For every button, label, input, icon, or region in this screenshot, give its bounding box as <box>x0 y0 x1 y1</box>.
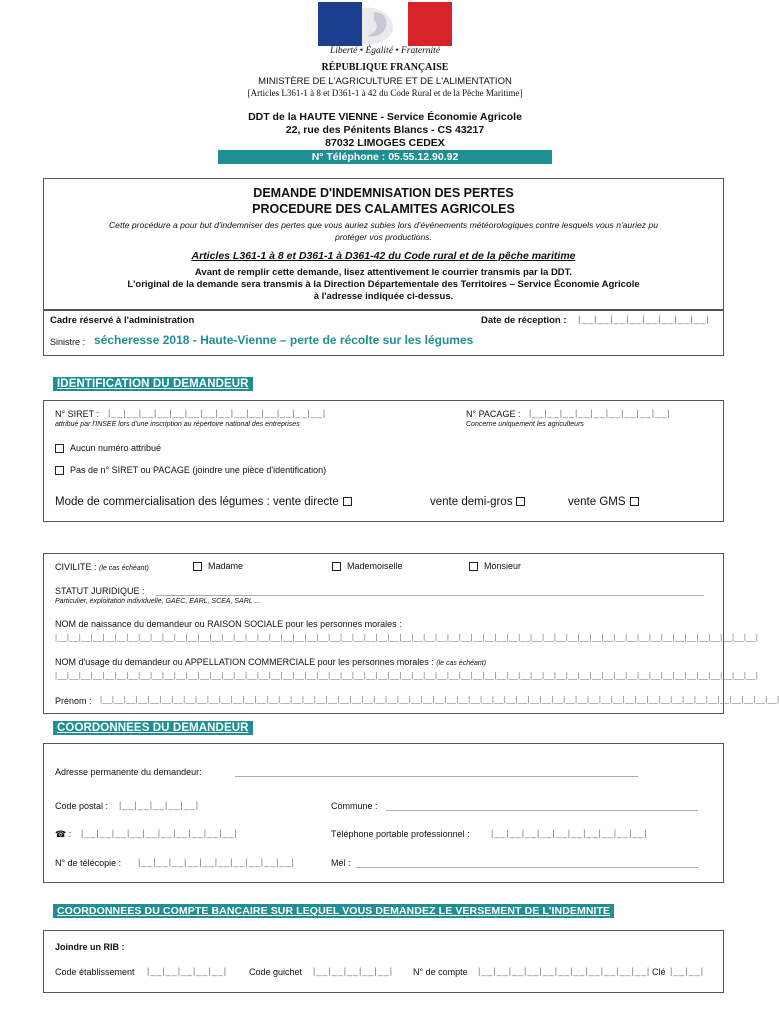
reception-date-field[interactable]: |__|__|__|__|__|__|__|__| <box>578 314 710 325</box>
intro-line2: protéger vos productions. <box>335 232 432 242</box>
commune-field[interactable] <box>386 810 698 811</box>
phone-field[interactable]: |__|__|__|__|__|__|__|__|__|__| <box>81 828 238 838</box>
madame-option[interactable]: Madame <box>193 561 243 571</box>
articles-ref: [Articles L361-1 à 8 et D361-1 à 42 du Code Rural et de la Pêche Maritime] <box>247 88 523 98</box>
coordonnees-section-title: COORDONNEES DU DEMANDEUR <box>53 721 253 735</box>
republic-label: RÉPUBLIQUE FRANÇAISE <box>321 62 449 73</box>
no-siret-option[interactable]: Pas de n° SIRET ou PACAGE (joindre une pièce d'identification) <box>55 465 326 475</box>
no-siret-checkbox[interactable] <box>55 466 64 475</box>
nom-field[interactable]: |__|__|__|__|__|__|__|__|__|__|__|__|__|__|__|__|__|__|__|__|__|__|__|__|__|__|__|__|__|__|__|__|__|__|__|__|__|__|__|__|__|__|__|__|__|__|__|__|__|__|__|__|__|__|__|__|__|__|__| <box>55 633 759 642</box>
address-field[interactable] <box>235 776 638 777</box>
account-field[interactable]: |__|__|__|__|__|__|__|__|__|__|__| <box>478 966 651 976</box>
sinistre-label: Sinistre : <box>50 337 86 347</box>
mail-field[interactable] <box>356 867 698 868</box>
vente-demi-gros-checkbox[interactable] <box>516 497 525 506</box>
pacage-field[interactable]: |__|__|__|__|__|__|__|__|__| <box>529 408 671 418</box>
civility-label: CIVILITE : (le cas échéant) <box>55 562 149 572</box>
statut-field[interactable] <box>156 595 704 596</box>
phone-label: ☎ : <box>55 829 72 839</box>
vente-gms-checkbox[interactable] <box>630 497 639 506</box>
intro-line1: Cette procédure a pour but d'indemniser des pertes que vous auriez subies lors d'événements météorologiques contre lesquels vous n'auriez pu <box>108 220 659 230</box>
bank-box <box>43 930 724 993</box>
commercial-direct-option[interactable]: Mode de commercialisation des légumes : vente directe <box>55 496 352 508</box>
bank-section-title: COORDONNEES DU COMPTE BANCAIRE SUR LEQUEL VOUS DEMANDEZ LE VERSEMENT DE L'INDEMNITE <box>53 904 614 918</box>
address-line: 22, rue des Pénitents Blancs - CS 43217 <box>285 124 485 136</box>
usage-field[interactable]: |__|__|__|__|__|__|__|__|__|__|__|__|__|__|__|__|__|__|__|__|__|__|__|__|__|__|__|__|__|__|__|__|__|__|__|__|__|__|__|__|__|__|__|__|__|__|__|__|__|__|__|__|__|__|__|__|__|__|__| <box>55 671 759 680</box>
phone-icon: ☎ <box>55 829 67 839</box>
mademoiselle-checkbox[interactable] <box>332 562 341 571</box>
no-number-option[interactable]: Aucun numéro attribué <box>55 443 161 453</box>
account-label: N° de compte <box>413 967 468 977</box>
fax-label: N° de télécopie : <box>55 858 122 868</box>
nom-label: NOM de naissance du demandeur ou RAISON SOCIALE pour les personnes morales : <box>55 619 402 629</box>
commercial-semi-option[interactable]: vente demi-gros <box>430 496 525 508</box>
siret-label: N° SIRET : <box>55 409 99 419</box>
commune-label: Commune : <box>331 801 378 811</box>
pacage-label: N° PACAGE : <box>466 409 521 419</box>
ddt-line: DDT de la HAUTE VIENNE - Service Économie Agricole <box>248 111 522 123</box>
mobile-label: Téléphone portable professionnel : <box>331 829 470 839</box>
pacage-note: Concerne uniquement les agriculteurs <box>466 421 584 428</box>
ministry-label: MINISTÈRE DE L'AGRICULTURE ET DE L'ALIMENTATION <box>258 76 512 87</box>
mobile-field[interactable]: |__|__|__|__|__|__|__|__|__|__| <box>491 828 648 838</box>
notice-line3: à l'adresse indiquée ci-dessus. <box>313 291 454 302</box>
code-guichet-field[interactable]: |__|__|__|__|__| <box>313 966 394 976</box>
admin-label: Cadre réservé à l'administration <box>50 315 195 326</box>
reception-label: Date de réception : <box>481 315 567 326</box>
articles-title: Articles L361-1 à 8 et D361-1 à D361-42 du Code rural et de la pêche maritime <box>191 250 576 262</box>
statut-note: Particulier, exploitation individuelle, GAEC, EARL, SCEA, SARL ... <box>55 598 261 605</box>
no-number-checkbox[interactable] <box>55 444 64 453</box>
notice-line2: L'original de la demande sera transmis à la Direction Départementale des Territoires – Service Économie Agricole <box>127 279 640 290</box>
marianne-logo <box>318 2 452 46</box>
title-line2: PROCEDURE DES CALAMITES AGRICOLES <box>252 202 515 216</box>
sinistre-value: sécheresse 2018 - Haute-Vienne – perte de récolte sur les légumes <box>94 333 474 347</box>
cle-field[interactable]: |__|__| <box>670 966 705 976</box>
monsieur-option[interactable]: Monsieur <box>469 561 521 571</box>
mademoiselle-option[interactable]: Mademoiselle <box>332 561 403 571</box>
code-guichet-label: Code guichet <box>249 967 303 977</box>
mail-label: Mél : <box>331 858 351 868</box>
postal-field[interactable]: |__|__|__|__|__| <box>119 800 200 810</box>
statut-label: STATUT JURIDIQUE : <box>55 586 145 596</box>
vente-directe-checkbox[interactable] <box>343 497 352 506</box>
motto: Liberté • Égalité • Fraternité <box>329 46 441 56</box>
postal-label: Code postal : <box>55 801 109 811</box>
notice-line1: Avant de remplir cette demande, lisez attentivement le courrier transmis par la DDT. <box>194 267 573 278</box>
rib-label: Joindre un RIB : <box>55 942 125 952</box>
identification-section-title: IDENTIFICATION DU DEMANDEUR <box>53 377 253 391</box>
commercial-gms-option[interactable]: vente GMS <box>568 496 639 508</box>
fax-field[interactable]: |__|__|__|__|__|__|__|__|__|__| <box>138 857 295 867</box>
siret-field[interactable]: |__|__|__|__|__|__|__|__|__|__|__|__|__|__| <box>108 408 327 418</box>
usage-label: NOM d'usage du demandeur ou APPELLATION COMMERCIALE pour les personnes morales : (le cas échéant) <box>55 657 487 667</box>
prenom-field[interactable]: |__|__|__|__|__|__|__|__|__|__|__|__|__|__|__|__|__|__|__|__|__|__|__|__|__|__|__|__|__|__|__|__|__|__|__|__|__|__|__|__|__|__|__|__|__|__|__|__|__|__|__|__|__|__|__|__|__| <box>100 695 779 704</box>
title-line1: DEMANDE D'INDEMNISATION DES PERTES <box>253 186 514 200</box>
address-label: Adresse permanente du demandeur: <box>55 767 202 777</box>
siret-note: attribué par l'INSEE lors d'une inscription au répertoire national des entreprises <box>55 421 300 428</box>
code-etab-field[interactable]: |__|__|__|__|__| <box>147 966 228 976</box>
monsieur-checkbox[interactable] <box>469 562 478 571</box>
madame-checkbox[interactable] <box>193 562 202 571</box>
phone-banner: N° Téléphone : 05.55.12.90.92 <box>218 150 552 164</box>
prenom-label: Prénom : <box>55 696 92 706</box>
code-etab-label: Code établissement <box>55 967 135 977</box>
cle-label: Clé <box>652 967 666 977</box>
city-line: 87032 LIMOGES CEDEX <box>325 137 445 149</box>
